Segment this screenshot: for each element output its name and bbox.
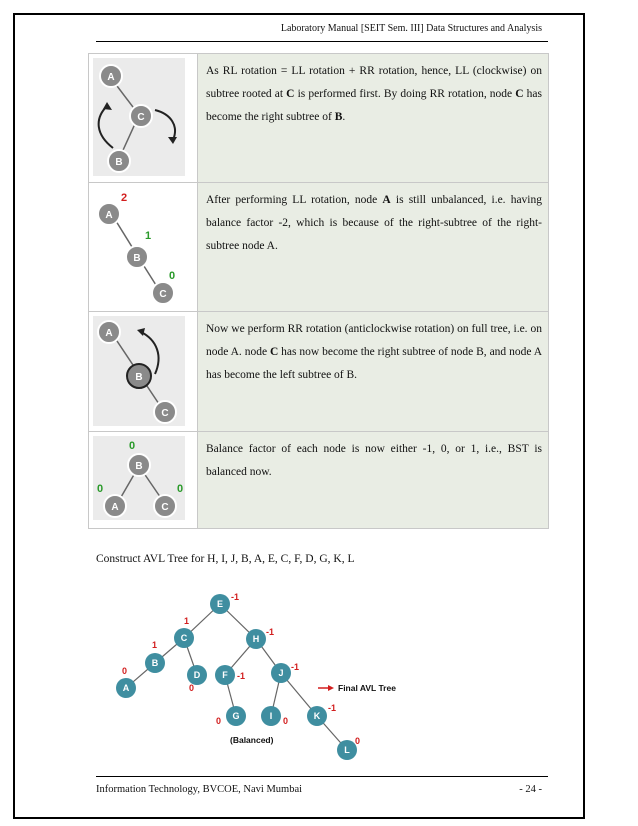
tree-node bbox=[210, 594, 230, 614]
page-number: - 24 - bbox=[519, 784, 542, 795]
svg-text:B: B bbox=[115, 157, 123, 168]
svg-text:A: A bbox=[105, 328, 113, 339]
tree-node bbox=[187, 665, 207, 685]
tree-node bbox=[98, 203, 120, 225]
svg-text:A: A bbox=[122, 683, 130, 693]
footer-institution: Information Technology, BVCOE, Navi Mumbai bbox=[96, 784, 303, 795]
svg-text:0: 0 bbox=[177, 483, 184, 495]
svg-text:-1: -1 bbox=[266, 627, 275, 637]
svg-text:B: B bbox=[151, 658, 159, 668]
svg-text:1: 1 bbox=[152, 640, 158, 650]
tree-node bbox=[261, 706, 281, 726]
svg-text:H: H bbox=[252, 634, 260, 644]
tree-node bbox=[337, 740, 357, 760]
tree-node bbox=[152, 282, 174, 304]
description-cell: Now we perform RR rotation (anticlockwise rotation) on full tree, i.e. on node A. node C has now become the right subtree of node B, and node A has become the left subtree of B. bbox=[198, 312, 549, 432]
svg-text:-1: -1 bbox=[231, 592, 240, 602]
svg-text:E: E bbox=[216, 599, 224, 609]
figure-cell bbox=[89, 54, 198, 183]
ll-rotated-figure bbox=[93, 187, 185, 305]
tree-node bbox=[215, 665, 235, 685]
table-row bbox=[89, 54, 549, 183]
tree-node bbox=[154, 495, 176, 517]
table-row bbox=[89, 432, 549, 529]
svg-text:J: J bbox=[278, 668, 284, 678]
rr-rotation-figure bbox=[93, 316, 185, 426]
svg-text:2: 2 bbox=[121, 192, 128, 204]
svg-text:C: C bbox=[161, 502, 169, 513]
tree-node bbox=[226, 706, 246, 726]
tree-node bbox=[116, 678, 136, 698]
svg-text:1: 1 bbox=[145, 230, 152, 242]
svg-text:B: B bbox=[135, 461, 143, 472]
svg-text:0: 0 bbox=[129, 440, 136, 452]
svg-text:L: L bbox=[344, 745, 350, 755]
footer-rule bbox=[96, 776, 548, 777]
tree-node bbox=[128, 454, 150, 476]
svg-text:0: 0 bbox=[169, 270, 176, 282]
svg-text:G: G bbox=[232, 711, 240, 721]
svg-text:1: 1 bbox=[184, 616, 190, 626]
construct-heading: Construct AVL Tree for H, I, J, B, A, E, C, F, D, G, K, L bbox=[96, 553, 355, 565]
tree-node bbox=[271, 663, 291, 683]
svg-text:0: 0 bbox=[97, 483, 104, 495]
tree-node bbox=[174, 628, 194, 648]
rl-rotation-figure bbox=[93, 58, 185, 176]
description-cell: As RL rotation = LL rotation + RR rotation, hence, LL (clockwise) on subtree rooted at C is performed first. By doing RR rotation, node C has become the right subtree of B. bbox=[198, 54, 549, 183]
tree-node bbox=[100, 65, 122, 87]
description-cell: Balance factor of each node is now either -1, 0, or 1, i.e., BST is balanced now. bbox=[198, 432, 549, 529]
svg-text:K: K bbox=[313, 711, 321, 721]
svg-text:0: 0 bbox=[355, 736, 361, 746]
tree-node bbox=[104, 495, 126, 517]
svg-text:C: C bbox=[159, 289, 167, 300]
svg-text:A: A bbox=[111, 502, 119, 513]
description-cell: After performing LL rotation, node A is still unbalanced, i.e. having balance factor -2, which is because of the right-subtree of the right-subtree node A. bbox=[198, 183, 549, 312]
tree-node bbox=[98, 321, 120, 343]
table-row bbox=[89, 312, 549, 432]
svg-text:C: C bbox=[161, 408, 169, 419]
tree-node bbox=[145, 653, 165, 673]
svg-text:B: B bbox=[135, 372, 143, 383]
tree-node bbox=[130, 105, 152, 127]
svg-text:0: 0 bbox=[283, 716, 289, 726]
rotation-table bbox=[88, 53, 549, 529]
tree-node bbox=[154, 401, 176, 423]
tree-node bbox=[126, 246, 148, 268]
svg-text:C: C bbox=[137, 112, 145, 123]
svg-text:F: F bbox=[222, 670, 228, 680]
svg-text:I: I bbox=[269, 711, 273, 721]
svg-text:-1: -1 bbox=[328, 703, 337, 713]
svg-text:-1: -1 bbox=[291, 662, 300, 672]
svg-text:A: A bbox=[107, 72, 115, 83]
svg-text:D: D bbox=[193, 670, 201, 680]
svg-text:C: C bbox=[180, 633, 188, 643]
tree-node bbox=[127, 364, 151, 388]
svg-text:0: 0 bbox=[122, 666, 128, 676]
svg-text:0: 0 bbox=[216, 716, 222, 726]
tree-node bbox=[307, 706, 327, 726]
figure-cell bbox=[89, 183, 198, 312]
figure-cell bbox=[89, 432, 198, 529]
svg-text:A: A bbox=[105, 210, 113, 221]
table-row bbox=[89, 183, 549, 312]
final-avl-tree-diagram bbox=[100, 588, 420, 768]
svg-text:-1: -1 bbox=[237, 671, 246, 681]
tree-node bbox=[246, 629, 266, 649]
balanced-figure bbox=[93, 436, 185, 520]
tree-node bbox=[108, 150, 130, 172]
svg-text:0: 0 bbox=[189, 683, 195, 693]
legend-arrow bbox=[318, 685, 334, 691]
page-header: Laboratory Manual [SEIT Sem. III] Data Structures and Analysis bbox=[280, 23, 542, 34]
header-rule bbox=[96, 41, 548, 42]
figure-cell bbox=[89, 312, 198, 432]
svg-text:B: B bbox=[133, 253, 141, 264]
tree-caption: (Balanced) bbox=[230, 735, 274, 745]
legend-label: Final AVL Tree bbox=[338, 683, 396, 693]
